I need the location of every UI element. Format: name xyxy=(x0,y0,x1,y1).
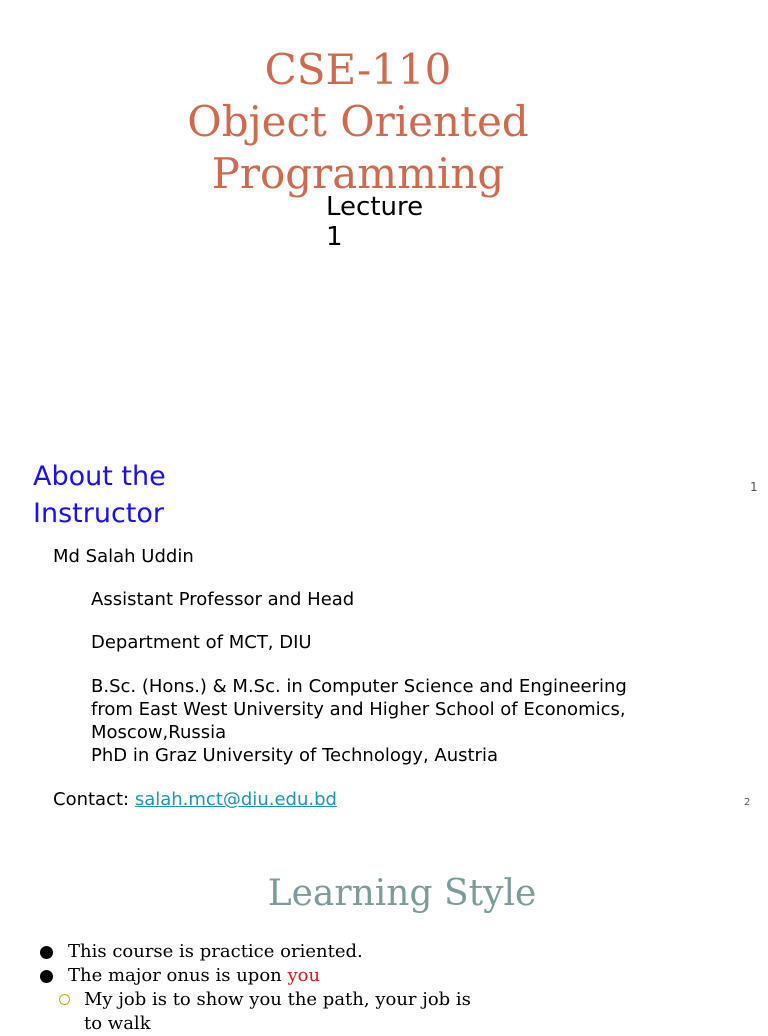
page-number-2: 2 xyxy=(744,797,751,808)
lecture-number: 1 xyxy=(326,222,343,252)
bullet-emphasis: you xyxy=(287,965,321,986)
bullet-dot-icon xyxy=(40,946,53,959)
education-line1: B.Sc. (Hons.) & M.Sc. in Computer Science and Engineering xyxy=(91,676,627,697)
contact-email-link[interactable]: salah.mct@diu.edu.bd xyxy=(134,789,337,810)
instructor-heading xyxy=(33,458,166,532)
lecture-label xyxy=(326,192,423,252)
lecture-word: Lecture xyxy=(326,192,424,222)
instructor-heading-line2: Instructor xyxy=(33,498,164,529)
course-title-line1: Object Oriented xyxy=(187,97,529,146)
instructor-education xyxy=(91,675,627,767)
contact-label: Contact: xyxy=(53,789,135,810)
slide1-title xyxy=(0,44,716,200)
sub-bullet-text: My job is to show you the path, your job is xyxy=(84,989,471,1010)
instructor-department: Department of MCT, DIU xyxy=(91,632,312,653)
page-number-1: 1 xyxy=(750,480,758,494)
learning-style-title: Learning Style xyxy=(267,873,537,914)
course-code: CSE-110 xyxy=(264,45,452,94)
bullet-ring-icon xyxy=(59,994,70,1005)
contact-line xyxy=(53,788,337,811)
instructor-name: Md Salah Uddin xyxy=(53,546,194,567)
bullet-dot-icon xyxy=(40,970,53,983)
education-phd: PhD in Graz University of Technology, Austria xyxy=(91,745,498,766)
education-line2: from East West University and Higher School of Economics, xyxy=(91,699,626,720)
education-line3: Moscow,Russia xyxy=(91,722,227,743)
instructor-heading-line1: About the xyxy=(33,461,166,492)
bullet-text xyxy=(68,964,320,988)
bullet-text-prefix: The major onus is upon xyxy=(68,965,288,986)
instructor-position: Assistant Professor and Head xyxy=(91,589,355,610)
course-title-line2: Programming xyxy=(211,149,505,198)
sub-bullet-text-cont: to walk xyxy=(84,1013,151,1034)
bullet-text: This course is practice oriented. xyxy=(68,941,363,962)
